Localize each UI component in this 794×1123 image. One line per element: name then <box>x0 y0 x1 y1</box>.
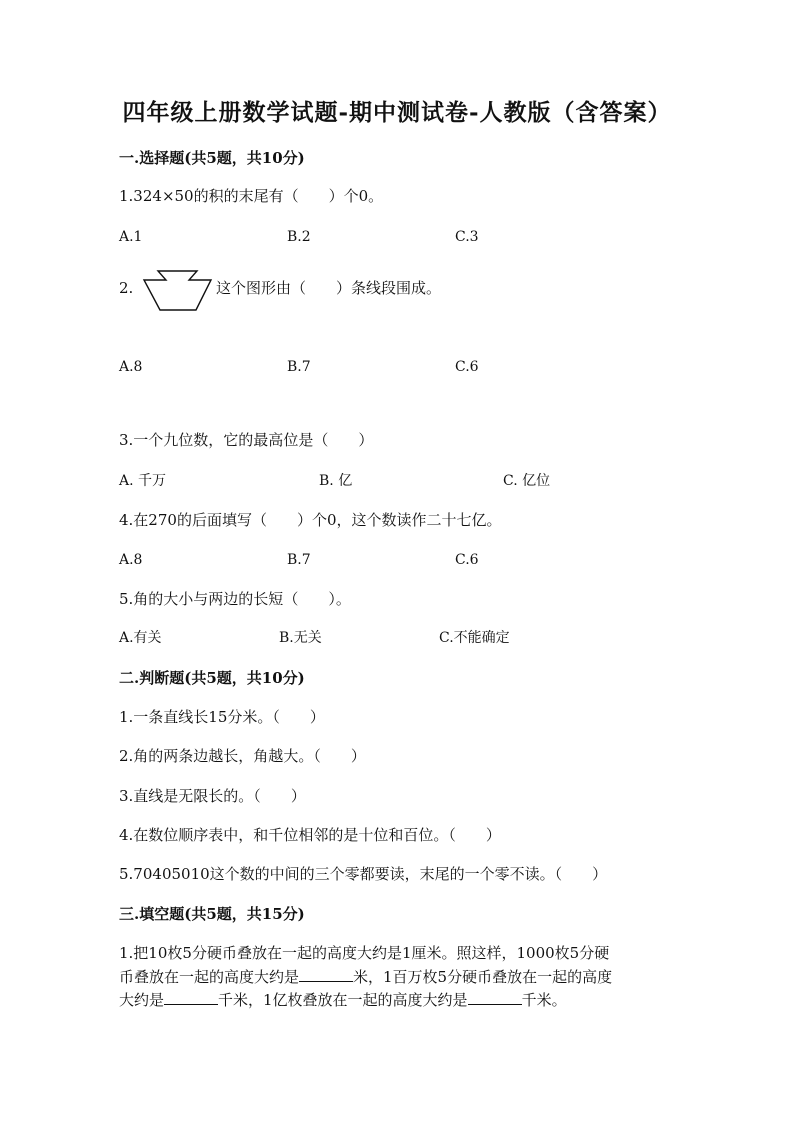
choice-question-4: 4.在270的后面填写（ ）个0，这个数读作二十七亿。 <box>119 511 502 529</box>
choice-1-option-c: C.3 <box>455 229 479 245</box>
choice-2-option-b: B.7 <box>287 359 311 375</box>
section-heading-choice: 一.选择题(共5题，共10分) <box>119 149 305 167</box>
fill-text: 千米。 <box>521 991 567 1009</box>
fill-text: 千米，1亿枚叠放在一起的高度大约是 <box>218 991 468 1009</box>
choice-2-option-a: A.8 <box>119 359 143 375</box>
fill-text: 币叠放在一起的高度大约是 <box>119 968 300 986</box>
choice-1-option-b: B.2 <box>287 229 311 245</box>
choice-4-option-a: A.8 <box>119 552 143 568</box>
choice-5-option-c: C.不能确定 <box>439 630 510 646</box>
answer-blank[interactable] <box>299 966 353 982</box>
judge-question-1: 1.一条直线长15分米。（ ） <box>119 708 325 726</box>
choice-3-option-b: B. 亿 <box>319 473 353 489</box>
choice-5-option-b: B.无关 <box>279 630 322 646</box>
polygon-figure <box>141 270 215 312</box>
choice-question-3: 3.一个九位数，它的最高位是（ ） <box>119 431 374 449</box>
section-heading-fill: 三.填空题(共5题，共15分) <box>119 905 305 923</box>
fill-question-1-line-1: 1.把10枚5分硬币叠放在一起的高度大约是1厘米。照这样，1000枚5分硬 <box>119 944 610 962</box>
answer-blank[interactable] <box>468 989 522 1005</box>
choice-3-option-c: C. 亿位 <box>503 473 551 489</box>
choice-4-option-b: B.7 <box>287 552 311 568</box>
fill-question-1-line-3 <box>119 989 567 1010</box>
polygon-shape <box>144 271 211 310</box>
fill-text: 米，1百万枚5分硬币叠放在一起的高度 <box>353 968 613 986</box>
choice-question-2-number: 2. <box>119 279 134 297</box>
fill-text: 大约是 <box>119 991 165 1009</box>
judge-question-5: 5.70405010这个数的中间的三个零都要读，末尾的一个零不读。（ ） <box>119 865 608 883</box>
choice-question-2: 这个图形由（ ）条线段围成。 <box>216 279 442 297</box>
fill-question-1-line-2 <box>119 966 612 987</box>
choice-question-5: 5.角的大小与两边的长短（ ）。 <box>119 590 351 608</box>
section-heading-judge: 二.判断题(共5题，共10分) <box>119 669 305 687</box>
page-title: 四年级上册数学试题-期中测试卷-人教版（含答案） <box>122 99 672 126</box>
choice-3-option-a: A. 千万 <box>119 473 167 489</box>
choice-1-option-a: A.1 <box>119 229 143 245</box>
choice-question-1: 1.324×50的积的末尾有（ ）个0。 <box>119 187 384 205</box>
choice-5-option-a: A.有关 <box>119 630 162 646</box>
choice-4-option-c: C.6 <box>455 552 479 568</box>
judge-question-4: 4.在数位顺序表中，和千位相邻的是十位和百位。（ ） <box>119 826 501 844</box>
choice-2-option-c: C.6 <box>455 359 479 375</box>
judge-question-2: 2.角的两条边越长，角越大。（ ） <box>119 747 366 765</box>
judge-question-3: 3.直线是无限长的。（ ） <box>119 787 306 805</box>
answer-blank[interactable] <box>164 989 218 1005</box>
